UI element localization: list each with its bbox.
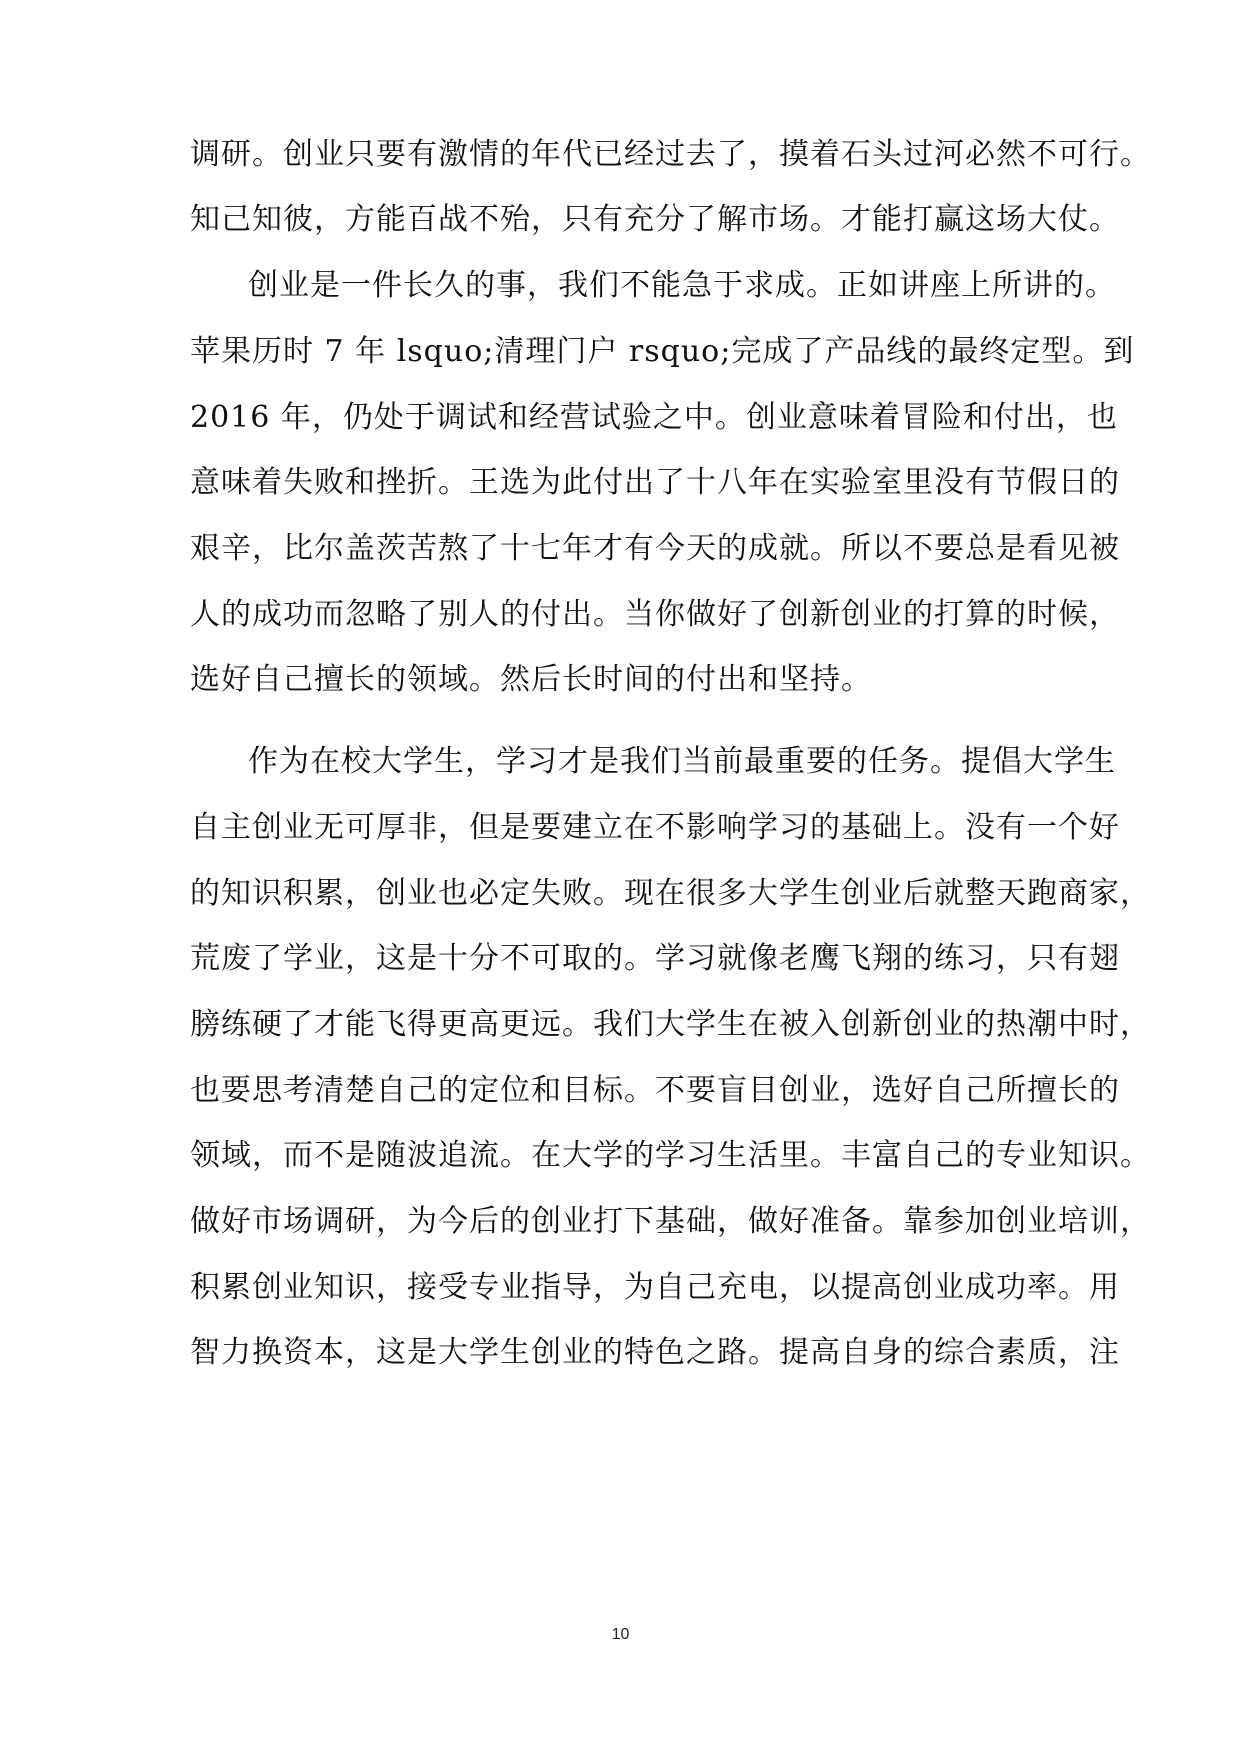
text-line: 知己知彼，方能百战不殆，只有充分了解市场。才能打赢这场大仗。: [190, 202, 1120, 237]
text-line: 领域，而不是随波追流。在大学的学习生活里。丰富自己的专业知识。: [190, 1138, 1151, 1173]
text-line: 苹果历时 7 年 lsquo;清理门户 rsquo;完成了产品线的最终定型。到: [190, 334, 1135, 369]
text-line: 2016 年，仍处于调试和经营试验之中。创业意味着冒险和付出，也: [190, 400, 1118, 435]
text-line: 积累创业知识，接受专业指导，为自己充电，以提高创业成功率。用: [190, 1270, 1120, 1305]
page-number: 10: [611, 1626, 630, 1643]
text-line: 艰辛，比尔盖茨苦熬了十七年才有今天的成就。所以不要总是看见被: [190, 531, 1120, 566]
text-line: 膀练硬了才能飞得更高更远。我们大学生在被入创新创业的热潮中时，: [190, 1007, 1151, 1042]
text-line: 荒废了学业，这是十分不可取的。学习就像老鹰飞翔的练习，只有翅: [190, 941, 1120, 976]
text-line: 自主创业无可厚非，但是要建立在不影响学习的基础上。没有一个好: [190, 810, 1120, 845]
paragraph-start-line: 创业是一件长久的事，我们不能急于求成。正如讲座上所讲的。: [248, 268, 1116, 303]
text-line: 人的成功而忽略了别人的付出。当你做好了创新创业的打算的时候，: [190, 597, 1120, 632]
text-line: 做好市场调研，为今后的创业打下基础，做好准备。靠参加创业培训，: [190, 1204, 1151, 1239]
text-line: 调研。创业只要有激情的年代已经过去了，摸着石头过河必然不可行。: [190, 137, 1151, 172]
text-line: 的知识积累，创业也必定失败。现在很多大学生创业后就整天跑商家，: [190, 876, 1151, 911]
text-line: 意味着失败和挫折。王选为此付出了十八年在实验室里没有节假日的: [190, 465, 1120, 500]
text-line: 选好自己擅长的领域。然后长时间的付出和坚持。: [190, 662, 872, 697]
text-line: 智力换资本，这是大学生创业的特色之路。提高自身的综合素质，注: [190, 1335, 1120, 1370]
text-line: 也要思考清楚自己的定位和目标。不要盲目创业，选好自己所擅长的: [190, 1073, 1120, 1108]
paragraph-start-line: 作为在校大学生，学习才是我们当前最重要的任务。提倡大学生: [248, 744, 1116, 779]
